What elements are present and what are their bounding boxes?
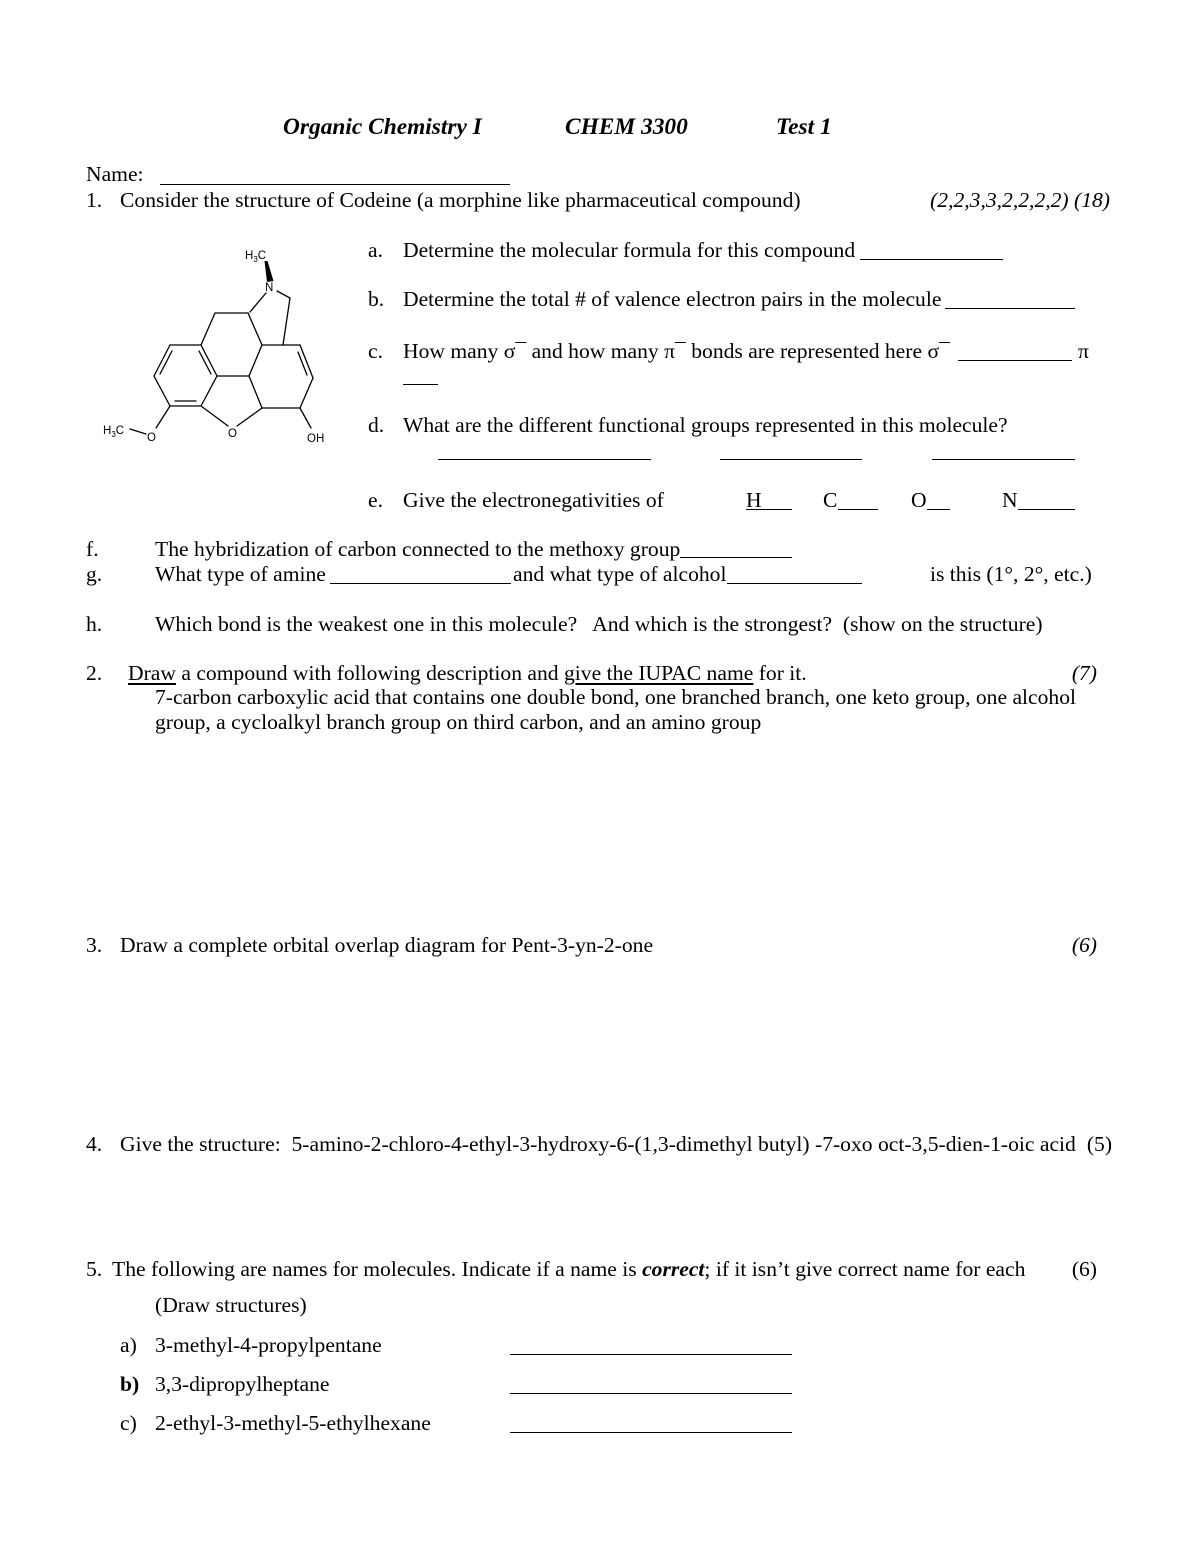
electronegativity-h-blank (746, 509, 792, 510)
electronegativity-n-blank (1018, 509, 1075, 510)
bond-line (130, 429, 146, 434)
bond-line (201, 406, 228, 426)
q5-text (112, 1257, 1025, 1282)
q2-draw-word: Draw (128, 661, 176, 685)
q5-emphasis: correct (642, 1257, 705, 1281)
q1c-text: How many σ¯ and how many π¯ bonds are represented here σ¯ (403, 339, 950, 363)
nitrogen-label: N (265, 282, 274, 294)
bond-line (156, 406, 170, 428)
element-o: O (911, 488, 927, 512)
q5-item-letter: a) (120, 1333, 137, 1357)
q5-item-answer-blank (510, 1432, 792, 1433)
q1h-letter: h. (86, 612, 103, 636)
ring-oxygen-label: O (228, 428, 237, 440)
bond-line (201, 376, 217, 406)
bond-line (249, 345, 262, 376)
q1a-text: Determine the molecular formula for this compound (403, 238, 856, 262)
bond-line (248, 313, 262, 345)
q5-item-letter: b) (120, 1372, 140, 1396)
bond-line (201, 313, 215, 345)
q5-item-answer-blank (510, 1354, 792, 1355)
course-code: CHEM 3300 (565, 114, 688, 140)
q1f-text: The hybridization of carbon connected to the methoxy group (155, 537, 681, 561)
functional-group-blank-1 (438, 459, 651, 460)
course-title: Organic Chemistry I (283, 114, 482, 140)
q3-number: 3. (86, 933, 103, 957)
q5-item-name: 2-ethyl-3-methyl-5-ethylhexane (155, 1411, 431, 1435)
bond-line (300, 408, 311, 428)
name-blank (160, 184, 510, 185)
bond-line (298, 352, 307, 375)
electronegativity-c-blank (838, 509, 878, 510)
q1e-letter: e. (368, 488, 383, 512)
test-title: Test 1 (776, 114, 832, 140)
q2-text (128, 661, 807, 686)
n-methyl-label (245, 250, 266, 264)
methoxy-methyl-label (103, 425, 124, 439)
bond-line (283, 298, 290, 345)
q1e-text: Give the electronegativities of (403, 488, 664, 512)
bond-line (160, 351, 172, 374)
q1-points: (2,2,3,3,2,2,2,2) (18) (930, 188, 1110, 212)
q5-item-name: 3,3-dipropylheptane (155, 1372, 330, 1396)
label-part: H (245, 250, 254, 262)
q2-iupac-phrase: give the IUPAC name (564, 661, 754, 685)
bond-line (250, 293, 266, 312)
q4-points: (5) (1086, 1132, 1113, 1156)
q5-note: (Draw structures) (155, 1293, 307, 1317)
wedge-bond (265, 261, 274, 282)
molecular-formula-blank (860, 259, 1003, 260)
hybridization-blank (680, 557, 792, 558)
sigma-bonds-blank (958, 360, 1072, 361)
element-h: H (746, 488, 762, 512)
q3-points: (6) (1071, 933, 1097, 957)
label-subscript: 3 (253, 255, 258, 264)
q1d-text: What are the different functional groups represented in this molecule? (403, 413, 1008, 437)
q1f-letter: f. (86, 537, 99, 561)
label-part: H (103, 425, 112, 437)
q2-text-mid: a compound with following description and (175, 661, 564, 685)
valence-pairs-blank (945, 308, 1075, 309)
alcohol-type-blank (727, 583, 862, 584)
element-n: N (1002, 488, 1018, 512)
q5-text-pre: The following are names for molecules. Indicate if a name is (112, 1257, 643, 1281)
pi-bonds-blank (403, 384, 438, 385)
q5-points: (6) (1071, 1257, 1097, 1281)
q2-description-line-1: 7-carbon carboxylic acid that contains one double bond, one branched branch, one keto group, one alcohol (155, 685, 1077, 709)
q5-text-post: ; if it isn’t give correct name for each (704, 1257, 1026, 1281)
q5-item-answer-blank (510, 1393, 792, 1394)
label-subscript: 3 (111, 430, 116, 439)
q5-item-name: 3-methyl-4-propylpentane (155, 1333, 382, 1357)
q1-text: Consider the structure of Codeine (a morphine like pharmaceutical compound) (120, 188, 801, 212)
q5-item-letter: c) (120, 1411, 137, 1435)
functional-group-blank-2 (720, 459, 862, 460)
q4-line (120, 1132, 1112, 1157)
bond-line (154, 376, 170, 406)
q1-number: 1. (86, 188, 103, 212)
bond-line (249, 376, 262, 408)
q1b-letter: b. (368, 287, 385, 311)
q3-text: Draw a complete orbital overlap diagram for Pent-3-yn-2-one (120, 933, 654, 957)
q1g-letter: g. (86, 562, 103, 586)
q1d-letter: d. (368, 413, 385, 437)
element-c: C (823, 488, 838, 512)
q4-number: 4. (86, 1132, 103, 1156)
bond-line (199, 351, 211, 374)
q2-points: (7) (1071, 661, 1097, 685)
q1g-tail-text: is this (1°, 2°, etc.) (930, 562, 1092, 586)
amine-type-blank (330, 583, 511, 584)
q5-number: 5. (86, 1257, 103, 1281)
q1c-letter: c. (368, 339, 383, 363)
electronegativity-o-blank (927, 509, 950, 510)
hydroxyl-label: OH (307, 433, 325, 445)
codeine-structure (95, 235, 345, 455)
functional-group-blank-3 (932, 459, 1075, 460)
q2-text-end: for it. (753, 661, 807, 685)
q2-description-line-2: group, a cycloalkyl branch group on third carbon, and an amino group (155, 710, 762, 734)
bond-line (277, 291, 290, 298)
bond-line (237, 408, 262, 426)
q1a-letter: a. (368, 238, 383, 262)
q1g-alcohol-text: and what type of alcohol (513, 562, 727, 586)
q1b-text: Determine the total # of valence electron pairs in the molecule (403, 287, 942, 311)
q4-text: Give the structure: 5-amino-2-chloro-4-ethyl-3-hydroxy-6-(1,3-dimethyl butyl) -7-oxo oct-3,5-dien-1-oic acid (120, 1132, 1076, 1156)
q2-number: 2. (86, 661, 103, 685)
name-label: Name: (86, 162, 144, 186)
q1c-pi-symbol: π (1078, 339, 1089, 363)
label-part: C (115, 425, 125, 437)
q1h-text: Which bond is the weakest one in this molecule? And which is the strongest? (show on the structure) (155, 612, 1043, 636)
q1g-amine-text: What type of amine (155, 562, 326, 586)
label-part: C (257, 250, 267, 262)
methoxy-oxygen-label: O (147, 432, 156, 444)
bond-group (130, 291, 313, 434)
bond-line (300, 378, 313, 408)
